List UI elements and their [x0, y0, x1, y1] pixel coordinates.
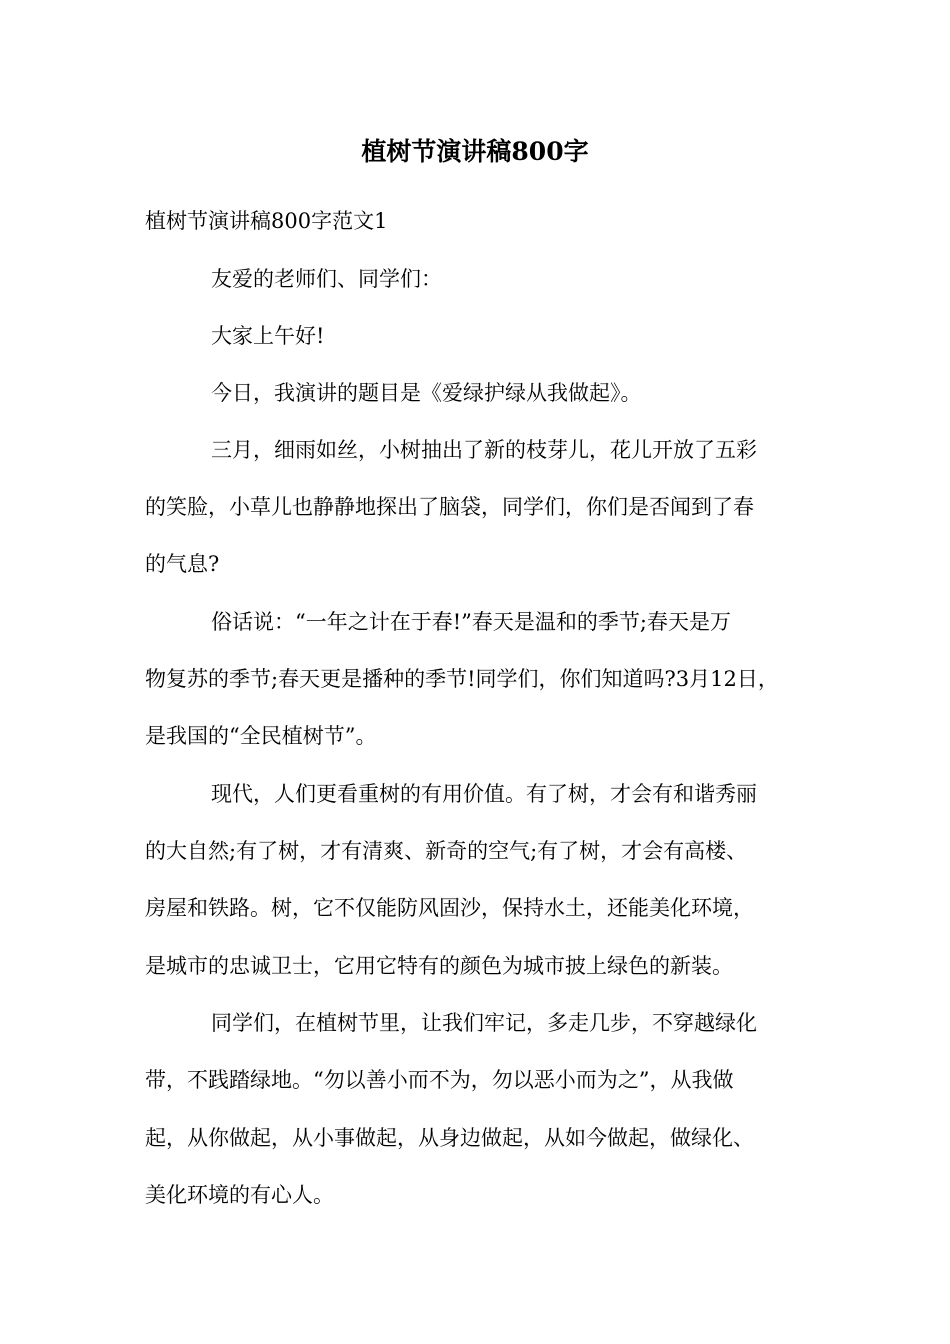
paragraph-line: 是城市的忠诚卫士，它用它特有的颜色为城市披上绿色的新装。: [145, 954, 733, 978]
salutation-line: 友爱的老师们、同学们：: [211, 267, 442, 291]
paragraph-line: 三月，细雨如丝，小树抽出了新的枝芽儿，花儿开放了五彩: [211, 438, 757, 462]
paragraph-line: 的笑脸，小草儿也静静地探出了脑袋，同学们，你们是否闻到了春: [145, 495, 754, 519]
paragraph-line: 美化环境的有心人。: [145, 1183, 334, 1207]
greeting-line: 大家上午好!: [211, 324, 325, 348]
paragraph-line: 现代，人们更看重树的有用价值。有了树，才会有和谐秀丽: [211, 782, 757, 806]
paragraph-line: 房屋和铁路。树，它不仅能防风固沙，保持水土，还能美化环境，: [145, 896, 754, 920]
paragraph-line: 的气息?: [145, 552, 220, 576]
paragraph-line: 同学们，在植树节里，让我们牢记，多走几步，不穿越绿化: [211, 1011, 757, 1035]
topic-line: 今日，我演讲的题目是《爱绿护绿从我做起》。: [211, 381, 642, 405]
section-heading: 植树节演讲稿800字范文1: [145, 209, 388, 233]
paragraph-line: 俗话说：“一年之计在于春!”春天是温和的季节;春天是万: [211, 610, 731, 634]
document-title: 植树节演讲稿800字: [361, 137, 589, 166]
paragraph-line: 带，不践踏绿地。“勿以善小而不为，勿以恶小而为之”，从我做: [145, 1068, 734, 1092]
paragraph-line: 物复苏的季节;春天更是播种的季节!同学们，你们知道吗?3月12日，: [145, 667, 779, 691]
paragraph-line: 是我国的“全民植树节”。: [145, 724, 377, 748]
paragraph-line: 的大自然;有了树，才有清爽、新奇的空气;有了树，才会有高楼、: [145, 839, 748, 863]
paragraph-line: 起，从你做起，从小事做起，从身边做起，从如今做起，做绿化、: [145, 1126, 754, 1150]
